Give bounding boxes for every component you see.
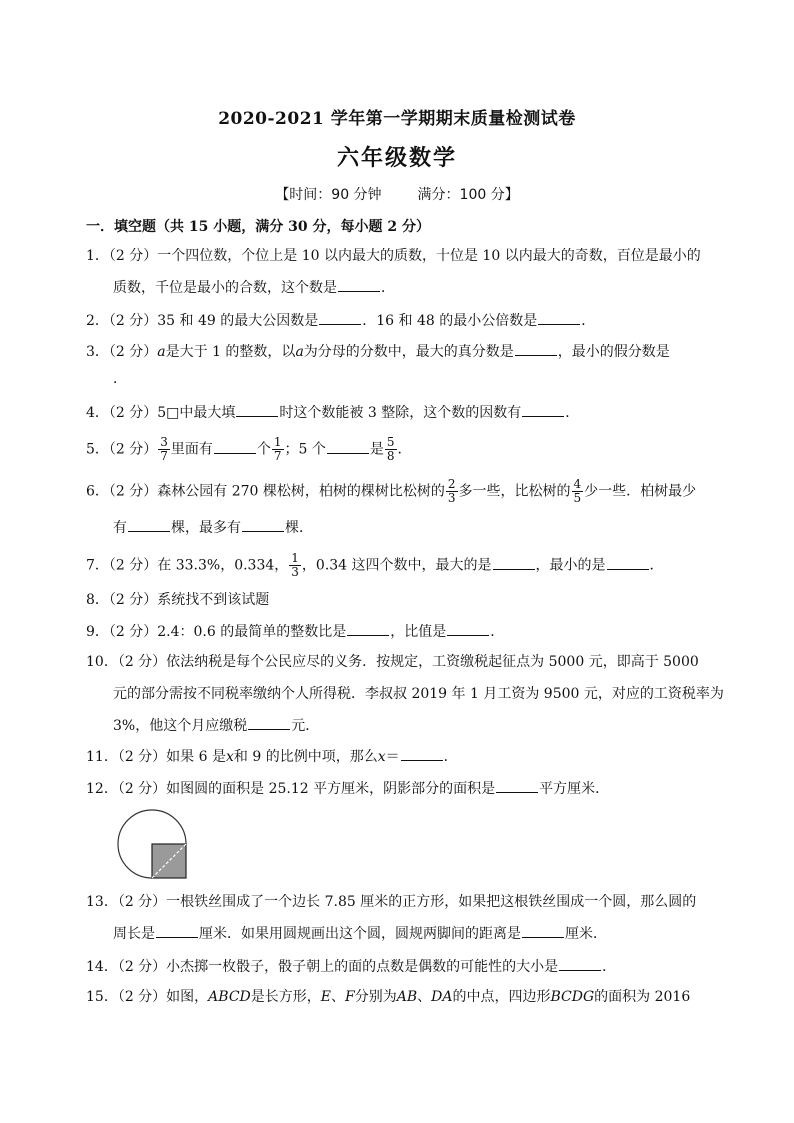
question-text: 5．（2 分） xyxy=(86,441,158,458)
question-text: 厘米． xyxy=(565,926,607,942)
answer-blank[interactable] xyxy=(401,746,443,761)
fraction-denominator: 3 xyxy=(291,565,299,579)
question-12 xyxy=(86,778,609,799)
question-3-line-2: ． xyxy=(113,371,127,387)
variable: x xyxy=(225,749,234,765)
question-text: 棵，最多有 xyxy=(171,520,241,536)
question-text: 、 xyxy=(331,989,346,1005)
question-11 xyxy=(86,746,458,767)
question-text: 15．（2 分）如图， xyxy=(86,989,209,1005)
question-text: 3．（2 分） xyxy=(86,344,158,360)
answer-blank[interactable] xyxy=(522,923,564,938)
exam-time: 【时间：90 分钟 xyxy=(275,187,382,203)
question-text: 分别为 xyxy=(354,989,397,1005)
fraction xyxy=(446,478,458,505)
fraction-denominator: 7 xyxy=(160,449,168,463)
question-text: 棵． xyxy=(285,520,313,536)
circle-figure xyxy=(114,806,194,884)
fraction xyxy=(289,552,301,579)
question-text: 是大于 1 的整数，以 xyxy=(165,344,296,360)
variable: AB xyxy=(396,989,418,1005)
answer-blank[interactable] xyxy=(447,621,489,636)
fraction-denominator: 5 xyxy=(573,491,582,505)
question-text: 厘米．如果用圆规画出这个圆，圆规两脚间的距离是 xyxy=(199,926,521,942)
question-text: ＝ xyxy=(385,749,400,765)
question-5 xyxy=(86,436,412,463)
variable: ABCD xyxy=(208,989,251,1005)
question-13-line-2 xyxy=(113,923,607,944)
question-text: 时这个数能被 3 整除，这个数的因数有 xyxy=(279,405,522,421)
question-text: 的中点，四边形 xyxy=(452,989,551,1005)
variable: x xyxy=(377,749,386,765)
question-text: ，比值是 xyxy=(390,624,447,640)
question-3-line-1 xyxy=(86,341,670,362)
answer-blank[interactable] xyxy=(128,517,170,532)
fraction xyxy=(272,436,284,463)
answer-blank[interactable] xyxy=(214,439,256,454)
question-text: ． xyxy=(649,557,664,574)
question-text: 是 xyxy=(369,441,384,458)
question-text: ，最小的假分数是 xyxy=(557,344,670,360)
question-text: 周长是 xyxy=(113,926,155,942)
answer-blank[interactable] xyxy=(538,310,580,325)
variable: a xyxy=(295,344,304,360)
question-text: 3%，他这个月应缴税 xyxy=(113,718,248,734)
variable: a xyxy=(157,344,166,360)
fraction xyxy=(572,478,584,505)
fraction-denominator: 8 xyxy=(386,449,395,463)
answer-blank[interactable] xyxy=(236,402,278,417)
fraction-numerator: 1 xyxy=(291,551,299,565)
question-text: 2．（2 分）35 和 49 的最大公因数是 xyxy=(86,313,319,329)
question-text: ． xyxy=(397,441,412,458)
question-text: ，最小的是 xyxy=(535,557,606,574)
answer-blank[interactable] xyxy=(347,621,389,636)
question-text: ． xyxy=(565,405,580,421)
question-6-line-1 xyxy=(86,478,696,505)
question-text: 少一些．柏树最少 xyxy=(584,483,697,500)
exam-title: 2020-2021 学年第一学期期末质量检测试卷 xyxy=(218,109,576,129)
fraction-numerator: 4 xyxy=(573,477,582,491)
question-text: 里面有 xyxy=(170,441,213,458)
answer-blank[interactable] xyxy=(242,517,284,532)
question-10-line-3 xyxy=(113,715,319,736)
question-13-line-1: 13．（2 分）一根铁丝围成了一个边长 7.85 厘米的正方形，如果把这根铁丝围成一个圆，那么圆的 xyxy=(86,894,697,910)
fraction-numerator: 2 xyxy=(447,477,456,491)
question-text: 6．（2 分）森林公园有 270 棵松树，柏树的棵树比松树的 xyxy=(86,483,445,500)
question-text: 多一些，比松树的 xyxy=(458,483,571,500)
question-text: 12．（2 分）如图圆的面积是 25.12 平方厘米，阴影部分的面积是 xyxy=(86,781,496,797)
answer-blank[interactable] xyxy=(319,310,361,325)
question-text: ． xyxy=(602,959,617,975)
exam-info xyxy=(0,184,794,204)
answer-blank[interactable] xyxy=(559,956,601,971)
question-text: 、 xyxy=(417,989,432,1005)
question-text: 有 xyxy=(113,520,127,536)
question-text: 的面积为 2016 xyxy=(594,989,691,1005)
question-7 xyxy=(86,552,664,579)
answer-blank[interactable] xyxy=(493,555,535,570)
question-text: 11．（2 分）如果 6 是 xyxy=(86,749,226,765)
question-10-line-2: 元的部分需按不同税率缴纳个人所得税．李叔叔 2019 年 1 月工资为 9500 元，对应的工资税率为 xyxy=(113,686,724,702)
question-text: 平方厘米． xyxy=(539,781,610,797)
variable: E xyxy=(320,989,332,1005)
question-text: 为分母的分数中，最大的真分数是 xyxy=(303,344,514,360)
circle-square-diagram xyxy=(114,806,194,880)
question-text: 14．（2 分）小杰掷一枚骰子，骰子朝上的面的点数是偶数的可能性的大小是 xyxy=(86,959,559,975)
fraction-numerator: 1 xyxy=(273,435,282,449)
exam-subject: 六年级数学 xyxy=(336,145,457,171)
answer-blank[interactable] xyxy=(515,341,557,356)
question-text: 7．（2 分）在 33.3%，0.334， xyxy=(86,557,289,574)
question-text: ．16 和 48 的最小公倍数是 xyxy=(362,313,538,329)
question-9 xyxy=(86,621,504,642)
answer-blank[interactable] xyxy=(327,439,369,454)
question-text: 和 9 的比例中项，那么 xyxy=(233,749,378,765)
question-text: ． xyxy=(443,749,458,765)
answer-blank[interactable] xyxy=(496,778,538,793)
section-title: 一．填空题（共 15 小题，满分 30 分，每小题 2 分） xyxy=(86,219,430,235)
question-text: ，0.34 这四个数中，最大的是 xyxy=(301,557,492,574)
question-14 xyxy=(86,956,616,977)
exam-score: 满分：100 分】 xyxy=(417,187,519,203)
question-text: ． xyxy=(581,313,596,329)
answer-blank[interactable] xyxy=(338,277,380,292)
fraction xyxy=(158,436,170,463)
fraction xyxy=(385,436,397,463)
question-10-line-1: 10．（2 分）依法纳税是每个公民应尽的义务．按规定，工资缴税起征点为 5000 元，即高于 5000 xyxy=(86,654,699,670)
fraction-numerator: 3 xyxy=(160,435,168,449)
variable: F xyxy=(345,989,355,1005)
question-text: 4．（2 分）5□中最大填 xyxy=(86,405,236,421)
question-2 xyxy=(86,310,595,331)
question-text: ． xyxy=(490,624,505,640)
answer-blank[interactable] xyxy=(248,715,290,730)
question-1-line-1: 1．（2 分）一个四位数，个位上是 10 以内最大的质数，十位是 10 以内最大的奇数，百位是最小的 xyxy=(86,248,701,264)
question-text: ；5 个 xyxy=(284,441,326,458)
question-8: 8．（2 分）系统找不到该试题 xyxy=(86,592,270,608)
question-text: 9．（2 分）2.4：0.6 的最简单的整数比是 xyxy=(86,624,347,640)
fraction-denominator: 7 xyxy=(273,449,282,463)
question-4 xyxy=(86,402,579,423)
question-text: 元． xyxy=(291,718,320,734)
answer-blank[interactable] xyxy=(156,923,198,938)
question-text: 质数，千位是最小的合数，这个数是 xyxy=(113,280,337,296)
fraction-denominator: 3 xyxy=(447,491,456,505)
question-6-line-2 xyxy=(113,517,313,538)
question-text: ． xyxy=(381,280,395,296)
question-text: 是长方形， xyxy=(250,989,321,1005)
variable: DA xyxy=(431,989,453,1005)
variable: BCDG xyxy=(550,989,595,1005)
fraction-numerator: 5 xyxy=(386,435,395,449)
question-text: 个 xyxy=(256,441,271,458)
answer-blank[interactable] xyxy=(522,402,564,417)
answer-blank[interactable] xyxy=(607,555,649,570)
question-15 xyxy=(86,987,690,1007)
question-1-line-2 xyxy=(113,277,395,298)
